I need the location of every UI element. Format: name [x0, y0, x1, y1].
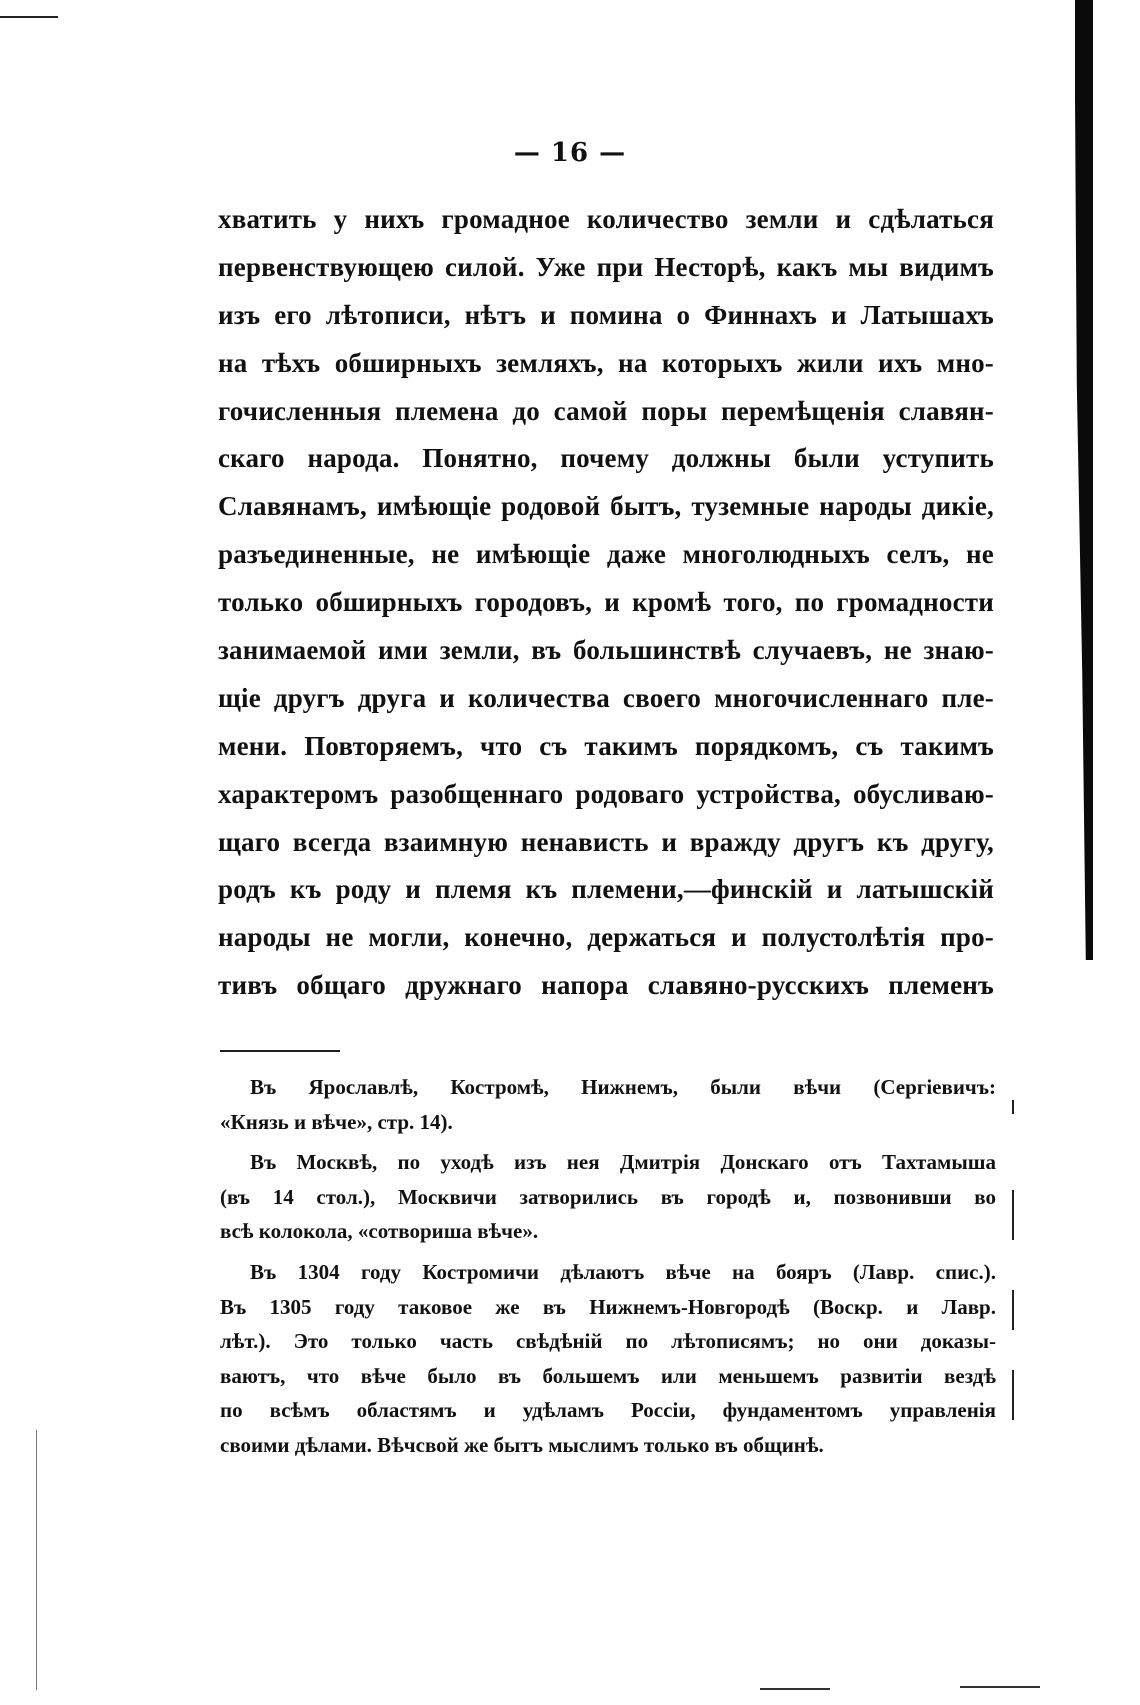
scan-edge-mark [1012, 1290, 1014, 1330]
footnotes [220, 1070, 996, 1463]
footnote-line: ваютъ, что вѣче было въ большемъ или меньшемъ развитіи вездѣ [220, 1363, 996, 1388]
text-line: разъединенные, не имѣющіе даже многолюдныхъ селъ, не [218, 539, 994, 570]
text-line: скаго народа. Понятно, почему должны были уступить [218, 443, 994, 474]
footnote-line: лѣт.). Это только часть свѣдѣній по лѣтописямъ; но они доказы- [220, 1329, 996, 1354]
text-line: первенствующею силой. Уже при Несторѣ, какъ мы видимъ [218, 251, 994, 282]
footnote-line: Въ 1304 году Костромичи дѣлаютъ вѣче на бояръ (Лавр. спис.). [250, 1259, 996, 1284]
text-line: занимаемой ими земли, въ большинствѣ случаевъ, не знаю- [218, 635, 994, 666]
page-number: — 16 — [513, 138, 627, 168]
text-line: родъ къ роду и племя къ племени,—финскій и латышскій [218, 874, 994, 905]
footnote-line: Въ Ярославлѣ, Костромѣ, Нижнемъ, были вѣчи (Сергіевичъ: [250, 1075, 996, 1099]
text-line: Славянамъ, имѣющіе родовой бытъ, туземные народы дикіе, [218, 491, 994, 522]
scan-bottom-line [960, 1686, 1040, 1688]
scan-bottom-line [760, 1688, 830, 1690]
scan-artifact-top-rule [0, 16, 58, 18]
footnote-line: Въ 1305 году таковое же въ Нижнемъ-Новгородѣ (Воскр. и Лавр. [220, 1294, 996, 1319]
text-line: изъ его лѣтописи, нѣтъ и помина о Финнахъ и Латышахъ [218, 299, 994, 330]
footnote-line: всѣ колокола, «сотвориша вѣче». [220, 1219, 539, 1244]
scan-edge-mark [1012, 1100, 1014, 1114]
scan-edge-mark [1012, 1190, 1014, 1240]
footnote-line: Въ Москвѣ, по уходѣ изъ нея Дмитрія Донскаго отъ Тахтамыша [250, 1150, 996, 1175]
text-line: щіе другъ друга и количества своего многочисленнаго пле- [218, 682, 994, 713]
text-line: мени. Повторяемъ, что съ такимъ порядкомъ, съ такимъ [218, 730, 994, 761]
text-line: гочисленныя племена до самой поры перемѣщенія славян- [218, 395, 994, 426]
scan-edge-mark [36, 1430, 37, 1690]
scan-edge-mark [1012, 1370, 1014, 1420]
text-line: только обширныхъ городовъ, и кромѣ того, по громадности [218, 587, 994, 618]
text-line: на тѣхъ обширныхъ земляхъ, на которыхъ жили ихъ мно- [218, 347, 994, 378]
main-body-text [218, 196, 994, 1010]
footnote-line: «Князь и вѣче», стр. 14). [220, 1109, 453, 1134]
footnote-line: своими дѣлами. Вѣчсвой же бытъ мыслимъ только въ общинѣ. [220, 1432, 824, 1457]
footnote-line: (въ 14 стол.), Москвичи затворились въ городѣ и, позвонивши во [220, 1184, 996, 1209]
text-line: характеромъ разобщеннаго родоваго устройства, обусливаю- [218, 778, 994, 809]
text-line: щаго всегда взаимную ненависть и вражду другъ къ другу, [218, 826, 994, 857]
text-line: народы не могли, конечно, держаться и полустолѣтія про- [218, 922, 994, 953]
text-line: хватить у нихъ громадное количество земли и сдѣлаться [218, 204, 994, 234]
text-line: тивъ общаго дружнаго напора славяно-русскихъ племенъ [218, 970, 994, 1001]
footnote-line: по всѣмъ областямъ и удѣламъ Россіи, фундаментомъ управленія [220, 1398, 996, 1423]
footnote-separator [220, 1050, 340, 1052]
